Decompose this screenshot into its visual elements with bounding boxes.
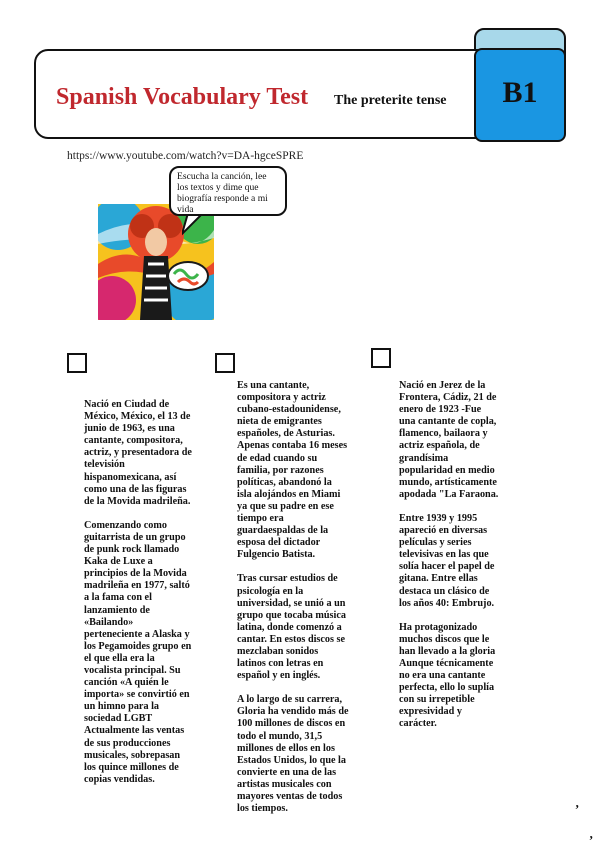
column-1-paragraph-1: Nació en Ciudad de México, México, el 13 de junio de 1963, es una cantante, compositora, actriz, y presentadora de televisión hispanomexicana, así como una de las figuras de la Movida madrileña. xyxy=(84,399,192,507)
biography-column-2 xyxy=(237,380,349,827)
checkbox-biography-3[interactable] xyxy=(371,348,391,368)
page-title: Spanish Vocabulary Test xyxy=(56,84,309,110)
biography-column-3 xyxy=(399,380,499,743)
column-3-paragraph-3: Ha protagonizado muchos discos que le han llevado a la gloria Aunque técnicamente no era una cantante perfecta, ello lo suplía con su irrepetible expresividad y carácter. xyxy=(399,621,496,730)
column-1-paragraph-2: Comenzando como guitarrista de un grupo de punk rock llamado Kaka de Luxe a principios de la Movida madrileña en 1977, saltó a la fama con el lanzamiento de «Bailando» perteneciente a Alaska y los Pegamoides grupo en el que ella era la vocalista principal. Su canción «A quién le importa» se convirtió en un himno para la sociedad LGBT Actualmente las ventas de sus producciones musicales, sobrepasan los quince millones de copias vendidas. xyxy=(84,519,192,785)
checkbox-biography-2[interactable] xyxy=(215,353,235,373)
level-badge xyxy=(474,48,566,142)
column-2-paragraph-1: Es una cantante, compositora y actriz cubano-estadounidense, nieta de emigrantes españoles, de Asturias. Apenas contaba 16 meses de edad cuando su familia, por razones políticas, abandonó la isla alojándos en Miami ya que su padre en ese tiempo era guardaespaldas de la esposa del dictador Fulgencio Batista. xyxy=(237,380,348,561)
biography-column-1 xyxy=(84,399,192,798)
corner-mark-top: ‚ xyxy=(575,795,580,810)
speech-bubble: Escucha la canción, lee los textos y dime que biografía responde a mi vida xyxy=(169,166,287,216)
level-label: B1 xyxy=(502,76,538,109)
column-3-paragraph-1: Nació en Jerez de la Frontera, Cádiz, 21 de enero de 1923 -Fue una cantante de copla, flamenco, bailaora y actriz española, de grandísima popularidad en medio mundo, artísticamente apodada "La Faraona. xyxy=(399,380,499,500)
corner-mark-bottom: ‚ xyxy=(589,826,594,841)
page-subtitle: The preterite tense xyxy=(334,93,447,108)
column-2-paragraph-3: A lo largo de su carrera, Gloria ha vendido más de 100 millones de discos en todo el mundo, 31,5 millones de ellos en los Estados Unidos, lo que la convierte en una de las artistas musicales con mayores ventas de todos los tiempos. xyxy=(237,694,349,815)
video-url[interactable]: https://www.youtube.com/watch?v=DA-hgceSPRE xyxy=(67,150,304,162)
checkbox-biography-1[interactable] xyxy=(67,353,87,373)
column-2-paragraph-2: Tras cursar estudios de psicología en la universidad, se unió a un grupo que tocaba música latina, donde comenzó a cantar. En estos discos se mezclaban sonidos latinos con letras en español y en inglés. xyxy=(237,573,346,682)
column-3-paragraph-2: Entre 1939 y 1995 apareció en diversas películas y series televisivas en las que solía hacer el papel de gitana. Entre ellas destaca un clásico de los años 40: Embrujo. xyxy=(399,512,495,609)
